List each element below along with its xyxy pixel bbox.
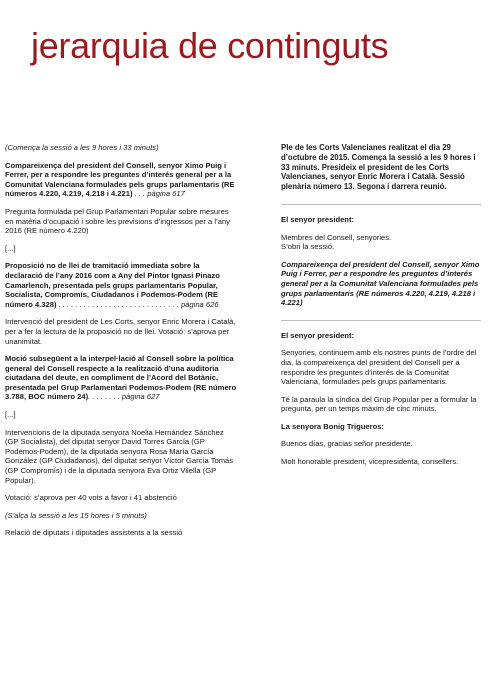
toc-page-ref: . . . . . . . . pàgina 627 xyxy=(88,392,160,402)
toc-entry-title: Proposició no de llei de tramitació immediata sobre la declaració de l’any 2016 com a Any del Pintor Ignasi Pinazo Camarlench, presentada pels grups parlamentaris Popular, Socialista, Compromís, Ciudadanos i Podemos-Podem (RE número 4.328) xyxy=(5,261,220,309)
toc-entry-intervencio: Intervenció del president de Les Corts, senyor Enric Morera i Català, per a fer la lectura de la proposició no de llei. Votació: s’aprova per unanimitat. xyxy=(5,317,236,346)
speech-text: Senyories, continuem amb els nostres punts de l’ordre del dia, la compareixença del president del Consell per a respondre les preguntes d’interés de la Comunitat Valenciana, formulades pels grups parlamentaris. xyxy=(281,348,477,387)
session-start-note: (Comença la sessió a les 9 hores i 33 minuts) xyxy=(5,143,159,152)
divider xyxy=(281,204,481,205)
toc-entry-title: Compareixença del president del Consell, senyor Ximo Puig i Ferrer, per a respondre les preguntes d’interés general per a la Comunitat Valenciana formulades pels grups parlamentaris (RE números 4.220, 4.219, 4.218 i 4.221) xyxy=(5,160,235,199)
speech-text: Membres del Consell, senyories. S’obri la sessió. xyxy=(281,232,392,252)
session-intro: Ple de les Corts Valencianes realitzat el dia 29 d’octubre de 2015. Comença la sessió a les 9 hores i 33 minuts. Presideix el president de les Corts Valencianes, senyor Enric Morera i Català. Sessió plenària número 13. Segona i darrera reunió. xyxy=(281,143,476,192)
speech-text: Molt honorable president, vicepresidenta, consellers. xyxy=(281,457,459,467)
left-column xyxy=(5,143,238,546)
toc-entry-title: Moció subsegüent a la interpel·lació al Consell sobre la política general del Consell respecte a la realització d’una auditoria ciutadana del deute, en compliment de l’Acord del Botànic, presentada pel Grup Parlamentari Podemos-Podem (RE número 3.788, BOC número 24) xyxy=(5,354,237,402)
ellipsis: [...] xyxy=(5,243,16,253)
ellipsis: [...] xyxy=(5,410,16,420)
toc-entry-relacio: Relació de diputats i diputades assistents a la sessió xyxy=(5,528,183,538)
toc-entry-compareixenca xyxy=(5,161,238,199)
toc-entry-votacio: Votació: s’aprova per 40 vots a favor i 41 abstenció xyxy=(5,493,177,503)
toc-entry-pregunta: Pregunta formulada pel Grup Parlamentari Popular sobre mesures en matèria d’ocupació i sobre les previsions d’ingressos per a l’any 2016 (RE número 4.220) xyxy=(5,206,230,236)
toc-page-ref: . . . . . . . . . . . . . . . . . . . . . . . . . . . . . pàgina 626 xyxy=(56,299,219,309)
toc-entry-intervencions: Intervencions de la diputada senyora Noelia Hernández Sánchez (GP Socialista), del diputat senyor David Torres García (GP Podemos-Podem), de la diputada senyora Rosa María García González (GP Ciudadanos), del diputat senyor Víctor García Tomás (GP Compromís) i de la diputada senyora Eva Ortiz Vilella (GP Popular). xyxy=(5,427,234,485)
toc-entry-proposicio xyxy=(5,261,238,309)
page-title: jerarquia de continguts xyxy=(31,25,389,66)
speech-text: Buenos días, gracias señor presidente. xyxy=(281,439,413,449)
divider xyxy=(281,320,481,321)
speaker-label: El senyor president: xyxy=(281,214,355,224)
right-column xyxy=(281,143,481,475)
session-end-note: (S’alça la sessió a les 15 hores i 5 minuts) xyxy=(5,510,147,520)
speech-text: Té la paraula la síndica del Grup Popular per a formular la pregunta, per un temps màxim de cinc minuts. xyxy=(281,394,477,414)
agenda-item: Compareixença del president del Consell, senyor Ximo Puig i Ferrer, per a respondre les preguntes d’interés general per a la Comunitat Valenciana formulades pels grups parlamentaris (RE números 4.220, 4.219, 4.218 i 4.221) xyxy=(281,259,480,308)
speaker-label: El senyor president: xyxy=(281,330,355,340)
toc-page-ref: . . . pàgina 617 xyxy=(132,189,185,199)
toc-entry-mocio xyxy=(5,354,238,402)
speaker-label: La senyora Bonig Trigueros: xyxy=(281,421,384,431)
